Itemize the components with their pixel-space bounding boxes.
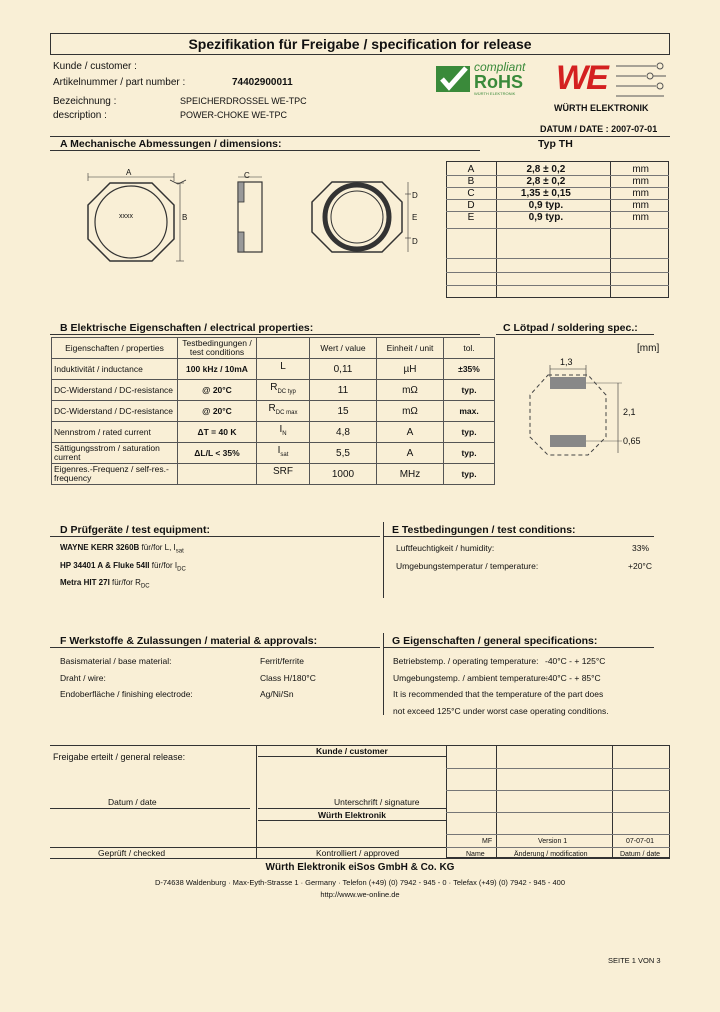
dim-label-e: E [412, 213, 418, 222]
top-view-outline [88, 183, 174, 261]
tol-cell: typ. [444, 443, 495, 464]
tol-cell: typ. [444, 422, 495, 443]
material-value: Ferrit/ferrite [260, 656, 304, 666]
rev-header-modification: Änderung / modification [514, 851, 588, 858]
signature-label: Unterschrift / signature [334, 797, 420, 807]
pad-bottom [550, 435, 586, 447]
pad-dim-height: 2,1 [623, 407, 636, 417]
soldering-pad-drawing [520, 355, 660, 465]
signoff-grid-row [446, 790, 670, 791]
cond-cell: ΔL/L < 35% [178, 443, 257, 464]
customer-label: Kunde / customer : [53, 61, 137, 72]
equipment-item: Metra HIT 27I für/for $R_{DC}$ [60, 578, 150, 590]
rohs-sub: WÜRTH ELEKTRONIK [474, 91, 516, 96]
section-fg-divider [383, 633, 384, 715]
date-rule [50, 136, 670, 137]
electrical-table [51, 337, 495, 485]
material-label: Endoberfläche / finishing electrode: [60, 689, 193, 699]
dimensions-table [446, 163, 669, 223]
date-sign-label: Datum / date [108, 797, 157, 807]
section-e-rule [384, 536, 654, 537]
section-a-title: A Mechanische Abmessungen / dimensions: [60, 138, 282, 150]
description-label: description : [53, 110, 107, 121]
cond-cell: ΔT = 40 K [178, 422, 257, 443]
footer-company: Würth Elektronik eiSos GmbH & Co. KG [265, 862, 455, 873]
tol-cell: ±35% [444, 359, 495, 380]
table-row [52, 401, 495, 422]
part-label: Artikelnummer / part number : [53, 77, 186, 88]
dim-unit: mm [632, 175, 649, 187]
dim-row-line [446, 187, 669, 188]
signoff-grid-col [496, 745, 497, 858]
unit-cell: A [377, 443, 444, 464]
dim-value: 0,9 typ. [528, 211, 564, 223]
checked-label: Geprüft / checked [98, 848, 166, 858]
section-f-title: F Werkstoffe & Zulassungen / material & approvals: [60, 635, 318, 647]
dim-id: C [467, 187, 475, 199]
company-brand: WÜRTH ELEKTRONIK [554, 103, 649, 113]
spec-value: -40°C - + 85°C [545, 673, 601, 683]
designation: SPEICHERDROSSEL WE-TPC [180, 96, 307, 106]
dim-row-line [446, 272, 669, 273]
we-sign-rule [258, 820, 446, 821]
dim-label-b: B [182, 213, 188, 222]
footer-rule [50, 858, 670, 859]
prop-cell: Induktivität / inductance [52, 359, 178, 380]
table-row [52, 464, 495, 485]
dim-row-line [446, 211, 669, 212]
value-cell: 0,11 [310, 359, 377, 380]
designation-label: Bezeichnung : [53, 96, 117, 107]
section-g-title: G Eigenschaften / general specifications: [392, 635, 598, 647]
bottom-view-ring [325, 185, 389, 249]
page-title: Spezifikation für Freigabe / specification for release [188, 36, 532, 52]
dim-unit: mm [632, 199, 649, 211]
section-d-rule [50, 536, 380, 537]
sym-cell: $R_{DC typ}$ [257, 380, 310, 401]
we-logo-text: WE [556, 59, 607, 97]
dim-id: E [467, 211, 475, 223]
table-row [52, 422, 495, 443]
side-view-pad-top [238, 182, 244, 202]
pad-dim-pad: 0,65 [623, 436, 641, 446]
signoff-grid-row [446, 847, 670, 848]
sym-cell: SRF [257, 464, 310, 485]
we-circuit-icon [616, 60, 668, 100]
dim-id: B [467, 175, 475, 187]
col-header: Eigenschaften / properties [52, 338, 178, 359]
tol-cell: typ. [444, 464, 495, 485]
dim-arrow-marker [168, 178, 188, 188]
dim-row-line [446, 199, 669, 200]
signature-rule [258, 808, 446, 809]
side-view-drawing [230, 170, 270, 260]
dim-row-line [446, 258, 669, 259]
material-value: Class H/180°C [260, 673, 316, 683]
pad-dim-width: 1,3 [560, 357, 573, 367]
page-number: SEITE 1 VON 3 [608, 956, 661, 965]
dim-value: 2,8 ± 0,2 [526, 175, 566, 187]
table-header-row [52, 338, 495, 359]
dim-row-line [446, 175, 669, 176]
sym-cell: $I_N$ [257, 422, 310, 443]
unit-cell: mΩ [377, 401, 444, 422]
sym-cell: $I_{sat}$ [257, 443, 310, 464]
spec-note: It is recommended that the temperature of the part does [393, 689, 604, 699]
section-b-rule [50, 334, 480, 335]
section-d-title: D Prüfgeräte / test equipment: [60, 524, 210, 536]
dim-col-divider [610, 161, 611, 298]
section-f-rule [50, 647, 380, 648]
table-row [52, 443, 495, 464]
equipment-item: HP 34401 A & Fluke 54II für/for $I_{DC}$ [60, 561, 186, 573]
customer-sign-label: Kunde / customer [316, 746, 388, 756]
signoff-grid-col [612, 745, 613, 858]
top-view-ring [95, 186, 167, 258]
rev-name: MF [482, 838, 493, 845]
dim-value: 0,9 typ. [528, 199, 564, 211]
side-view-pad-bottom [238, 232, 244, 252]
we-logo [556, 60, 668, 100]
we-sign-label: Würth Elektronik [318, 810, 387, 820]
value-cell: 11 [310, 380, 377, 401]
dim-label-c: C [244, 171, 250, 180]
tol-cell: typ. [444, 380, 495, 401]
footer-address: D-74638 Waldenburg · Max-Eyth-Strasse 1 · Germany · Telefon (+49) (0) 7942 - 945 - 0 · Telefax (+49) (0) 7942 - 945 - 400 [154, 878, 566, 887]
condition-value: +20°C [628, 561, 652, 571]
release-label: Freigabe erteilt / general release: [53, 752, 186, 762]
spec-label: Umgebungstemp. / ambient temperature: [393, 673, 548, 683]
table-row [446, 175, 669, 187]
material-value: Ag/Ni/Sn [260, 689, 294, 699]
dim-label-d-bottom: D [412, 237, 418, 246]
rohs-logo [434, 62, 546, 96]
signoff-grid-row [446, 768, 670, 769]
dim-label-d-top: D [412, 191, 418, 200]
rev-modification: Version 1 [538, 838, 568, 845]
signoff-divider [256, 745, 257, 858]
prop-cell: Eigenres.-Frequenz / self-res.-frequency [52, 464, 178, 485]
equipment-item: WAYNE KERR 3260B für/for L, $I_{sat}$ [60, 543, 184, 555]
footer-url[interactable]: http://www.we-online.de [320, 890, 400, 899]
dim-row-line [446, 285, 669, 286]
approved-label: Kontrolliert / approved [316, 848, 400, 858]
table-row [446, 211, 669, 223]
rohs-check-icon [434, 62, 474, 96]
date-sign-rule [50, 808, 250, 809]
bottom-view-drawing [310, 180, 420, 260]
signoff-grid-row [446, 812, 670, 813]
prop-cell: Nennstrom / rated current [52, 422, 178, 443]
sym-cell: L [257, 359, 310, 380]
table-row [446, 187, 669, 199]
rev-header-date: Datum / date [620, 851, 661, 858]
section-c-rule [496, 334, 654, 335]
dim-value: 1,35 ± 0,15 [520, 187, 571, 199]
table-row [52, 380, 495, 401]
description: POWER-CHOKE WE-TPC [180, 110, 287, 120]
tol-cell: max. [444, 401, 495, 422]
dim-unit: mm [632, 211, 649, 223]
condition-label: Luftfeuchtigkeit / humidity: [396, 543, 495, 553]
spec-value: -40°C - + 125°C [545, 656, 606, 666]
rev-header-name: Name [466, 851, 485, 858]
unit-cell: A [377, 422, 444, 443]
unit-cell: µH [377, 359, 444, 380]
condition-value: 33% [632, 543, 650, 553]
value-cell: 1000 [310, 464, 377, 485]
section-g-rule [384, 647, 654, 648]
table-row [446, 199, 669, 211]
prop-cell: DC-Widerstand / DC-resistance [52, 380, 178, 401]
unit-cell: MHz [377, 464, 444, 485]
section-c-title: C Lötpad / soldering spec.: [503, 322, 638, 334]
soldering-unit: [mm] [637, 343, 660, 354]
material-label: Draht / wire: [60, 673, 106, 683]
customer-sign-rule [258, 756, 446, 757]
dim-id: D [467, 199, 475, 211]
value-cell: 15 [310, 401, 377, 422]
table-row [52, 359, 495, 380]
dim-col-divider [496, 161, 497, 298]
condition-label: Umgebungstemperatur / temperature: [396, 561, 539, 571]
dim-id: A [467, 163, 475, 175]
cond-cell: 100 kHz / 10mA [178, 359, 257, 380]
col-header [257, 338, 310, 359]
unit-cell: mΩ [377, 380, 444, 401]
date-label: DATUM / DATE : 2007-07-01 [540, 124, 658, 134]
part-number: 74402900011 [232, 77, 293, 88]
marking-text: xxxx [119, 213, 133, 220]
dim-unit: mm [632, 163, 649, 175]
prop-cell: Sättigungsstrom / saturation current [52, 443, 178, 464]
spec-label: Betriebstemp. / operating temperature: [393, 656, 539, 666]
dim-row-line [446, 228, 669, 229]
dim-value: 2,8 ± 0,2 [526, 163, 566, 175]
signoff-grid-row [446, 834, 670, 835]
cond-cell: @ 20°C [178, 401, 257, 422]
rohs-text: RoHS [474, 72, 523, 92]
section-b-title: B Elektrische Eigenschaften / electrical properties: [60, 322, 314, 334]
dim-label-a: A [126, 168, 132, 177]
section-a-rule [50, 150, 480, 151]
col-header: tol. [444, 338, 495, 359]
section-e-title: E Testbedingungen / test conditions: [392, 524, 576, 536]
cond-cell [178, 464, 257, 485]
sym-cell: $R_{DC max}$ [257, 401, 310, 422]
type-label: Typ TH [538, 138, 573, 150]
value-cell: 4,8 [310, 422, 377, 443]
col-header: Einheit / unit [377, 338, 444, 359]
prop-cell: DC-Widerstand / DC-resistance [52, 401, 178, 422]
col-header: Wert / value [310, 338, 377, 359]
table-row [446, 163, 669, 175]
material-label: Basismaterial / base material: [60, 656, 172, 666]
value-cell: 5,5 [310, 443, 377, 464]
pad-top [550, 377, 586, 389]
cond-cell: @ 20°C [178, 380, 257, 401]
dim-unit: mm [632, 187, 649, 199]
col-header: Testbedingungen / test conditions [178, 338, 257, 359]
section-de-divider [383, 522, 384, 598]
rev-date: 07-07-01 [626, 838, 655, 845]
spec-note: not exceed 125°C under worst case operating conditions. [393, 706, 609, 716]
rohs-compliant: compliant [474, 60, 526, 74]
